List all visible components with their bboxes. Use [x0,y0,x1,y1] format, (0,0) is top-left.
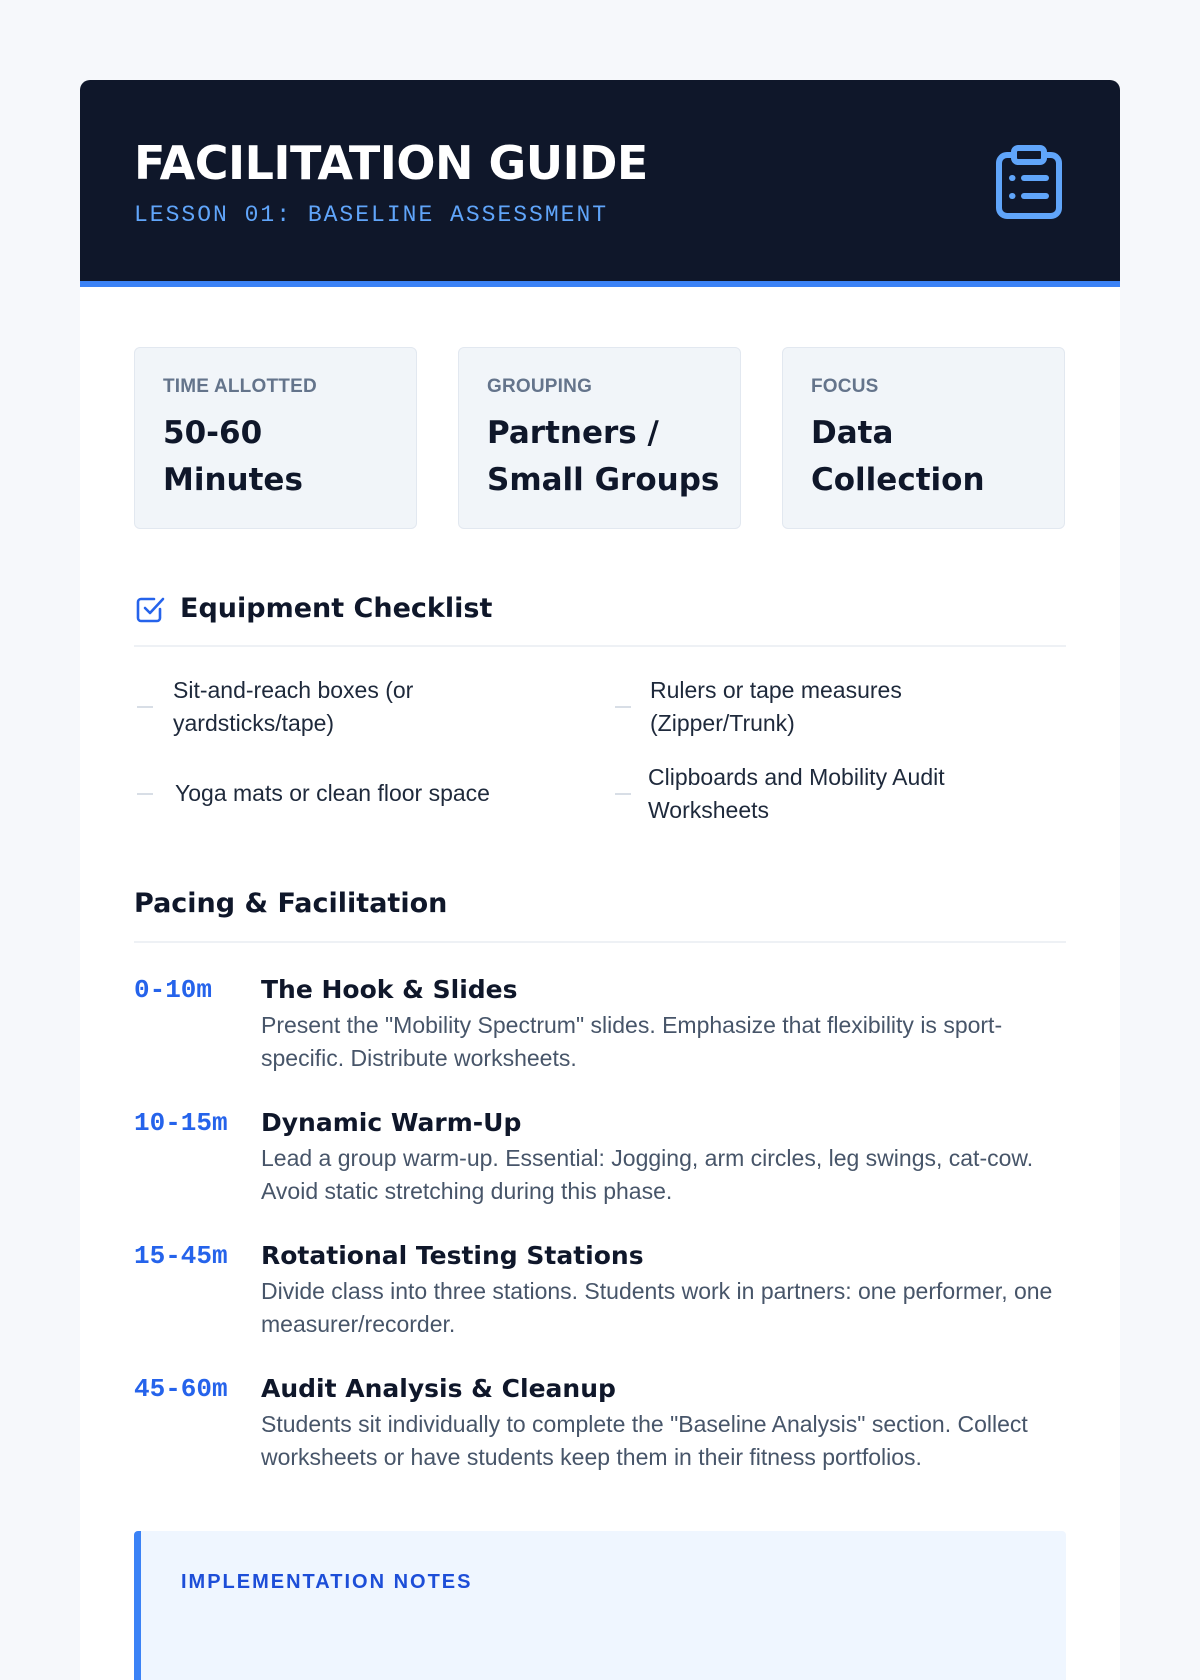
pace-time: 45-60m [134,1374,228,1404]
page-title: FACILITATION GUIDE [134,136,648,190]
pace-description: Divide class into three stations. Students work in partners: one performer, one measurer/recorder. [261,1278,1053,1337]
list-dash [137,793,153,795]
pacing-title: Pacing & Facilitation [134,888,448,919]
implementation-notes-label: IMPLEMENTATION NOTES [181,1571,473,1593]
stat-label: GROUPING [487,376,593,397]
stat-grouping [458,347,741,529]
pace-time: 10-15m [134,1108,228,1138]
stat-time-allotted [134,347,417,529]
stat-value: Data Collection [811,415,985,498]
lesson-stats [134,347,1066,529]
equipment-item: Rulers or tape measures (Zipper/Trunk) [650,677,902,736]
lesson-subtitle: LESSON 01: BASELINE ASSESSMENT [134,202,609,228]
checkbox-check-icon [134,593,166,625]
stat-value: Partners / Small Groups [487,415,720,498]
equipment-item: Clipboards and Mobility Audit Worksheets [648,764,945,823]
pace-title: Audit Analysis & Cleanup [261,1374,616,1403]
implementation-notes-callout [134,1531,1066,1680]
equipment-item: Yoga mats or clean floor space [175,780,490,806]
pace-title: Rotational Testing Stations [261,1241,644,1270]
stat-focus [782,347,1065,529]
equipment-item: Sit-and-reach boxes (or yardsticks/tape) [173,677,414,736]
list-dash [137,706,153,708]
pace-time: 0-10m [134,975,213,1005]
list-dash [615,793,631,795]
pace-description: Lead a group warm-up. Essential: Jogging, arm circles, leg swings, cat-cow. Avoid static stretching during this phase. [261,1145,1034,1204]
guide-header [80,80,1120,287]
list-dash [615,706,631,708]
pace-title: Dynamic Warm-Up [261,1108,522,1137]
clipboard-list-icon [994,144,1064,220]
stat-label: TIME ALLOTTED [163,376,317,397]
stat-value: 50-60 Minutes [163,415,303,498]
pace-description: Students sit individually to complete the "Baseline Analysis" section. Collect worksheets or have students keep them in their fitness portfolios. [261,1411,1028,1470]
pace-description: Present the "Mobility Spectrum" slides. Emphasize that flexibility is sport-specific. Distribute worksheets. [261,1012,1003,1071]
facilitation-guide-card [80,80,1120,1680]
pace-title: The Hook & Slides [261,975,518,1004]
pace-time: 15-45m [134,1241,228,1271]
equipment-title: Equipment Checklist [180,593,493,624]
stat-label: FOCUS [811,376,879,397]
pacing-section-header [134,886,1066,943]
equipment-section-header [134,591,1066,647]
